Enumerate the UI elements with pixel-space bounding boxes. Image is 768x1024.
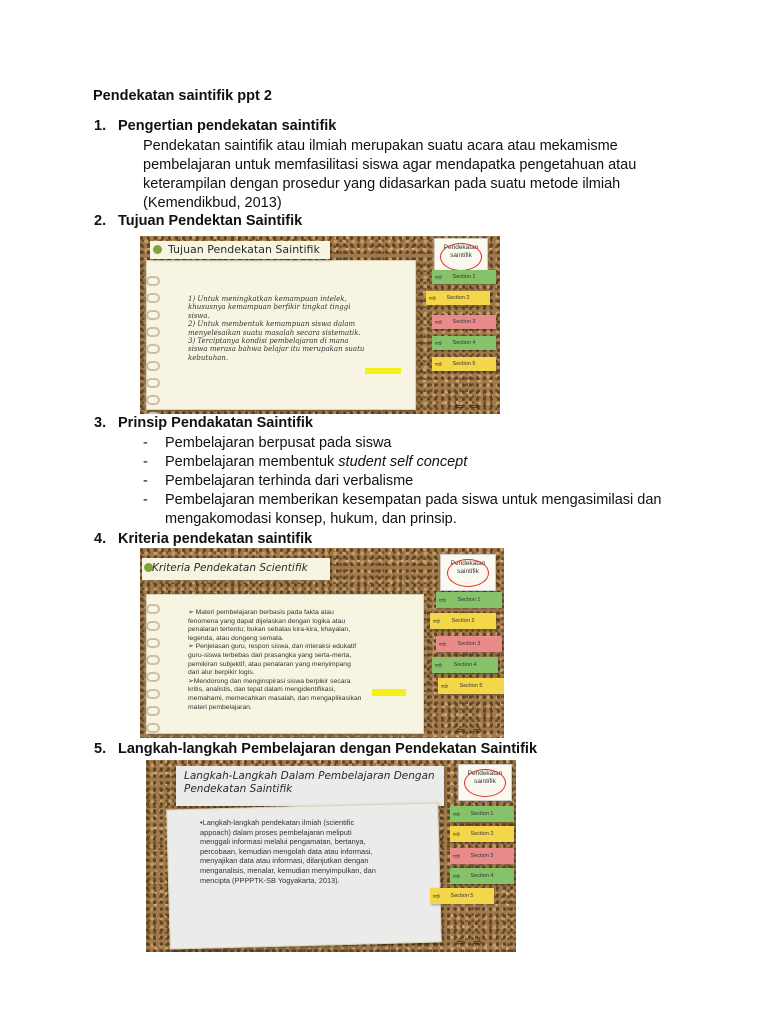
document-title: Pendekatan saintifik ppt 2 bbox=[93, 88, 272, 104]
slide-body-line: pemikiran subjektif, atau penalaran yang menyimpang bbox=[188, 660, 351, 668]
highlight-mark bbox=[372, 689, 406, 696]
section-4-tab[interactable] bbox=[432, 336, 496, 350]
paragraph-line: (Kemendikbud, 2013) bbox=[143, 195, 282, 211]
section-5-tab[interactable] bbox=[432, 357, 496, 371]
arrow-right-icon: ⇨ bbox=[439, 639, 447, 649]
slide-body-line: legenda, atau dongeng semata. bbox=[188, 634, 284, 642]
slide-body-line: dari alur berpikir logis. bbox=[188, 669, 255, 677]
topic-note bbox=[440, 554, 496, 591]
spiral-rings bbox=[146, 276, 160, 414]
section-2-heading bbox=[94, 213, 303, 229]
section-5-tab[interactable] bbox=[438, 678, 504, 694]
section-4-tab[interactable] bbox=[450, 868, 514, 884]
slide-body-line: ➢ Materi pembelajaran berbasis pada fakta atau bbox=[188, 609, 334, 616]
section-2-number: 2. bbox=[94, 213, 107, 229]
tab-label: Section 1 bbox=[452, 274, 476, 280]
slide-body-line: materi pembelajaran. bbox=[188, 703, 252, 711]
tab-label: Section 3 bbox=[452, 319, 476, 325]
tab-label: Section 4 bbox=[453, 662, 477, 668]
arrow-right-icon: ⇨ bbox=[453, 871, 461, 881]
list-item-text: Pembelajaran membentuk bbox=[165, 454, 339, 470]
slide-body-line: menganalisis, menalar, kemudian menyimpulkan, dan bbox=[200, 865, 376, 875]
tab-label: Section 2 bbox=[446, 295, 470, 301]
prev-arrow-icon[interactable]: ⇦ bbox=[456, 937, 474, 949]
slide-body-line: menyelesaikan suatu masalah secara sistematik. bbox=[188, 328, 361, 337]
list-item-italic: student self concept bbox=[338, 454, 468, 470]
arrow-right-icon: ⇨ bbox=[435, 272, 443, 282]
prev-arrow-icon[interactable]: ⇦ bbox=[454, 401, 472, 413]
slide-body-line: ➢Mendorong dan menginspirasi siswa berpikir secara bbox=[188, 677, 351, 685]
note-line: Pendekatan bbox=[467, 770, 503, 777]
list-item-text: Pembelajaran memberikan kesempatan pada siswa untuk mengasimilasi dan mengakomodasi konsep, hukum, dan prinsip. bbox=[165, 492, 662, 527]
arrow-right-icon: ⇨ bbox=[435, 338, 443, 348]
slide-body-line: penalaran tertentu; bukan sebatas kira-kira, khayalan, bbox=[188, 626, 351, 634]
slide-body-line: guru-siswa terbebas dari prasangka yang serta-merta, bbox=[188, 651, 352, 659]
section-2-title: Tujuan Pendektan Saintifik bbox=[118, 213, 303, 229]
slide-body-line: menyajikan data atau informasi, dilanjutkan dengan bbox=[200, 856, 369, 866]
slide-body-line: appoach) dalam proses pembelajaran meliputi bbox=[200, 827, 352, 837]
slide-title-line: Pendekatan Saintifik bbox=[184, 783, 293, 795]
slide-nav bbox=[456, 936, 490, 949]
slide-body-line: memahami, memecahkan masalah, dan mengaplikasikan bbox=[188, 694, 362, 702]
section-1-paragraph bbox=[143, 137, 663, 213]
section-1-tab[interactable] bbox=[432, 270, 496, 284]
slide-body-line: •Langkah-langkah pendekatan ilmiah (scientific bbox=[200, 818, 355, 827]
section-3-number: 3. bbox=[94, 415, 107, 431]
slide-body-line: menggali informasi melalui pengamatan, bertanya, bbox=[200, 837, 366, 847]
section-1-tab[interactable] bbox=[450, 806, 514, 822]
arrow-right-icon: ⇨ bbox=[433, 891, 441, 901]
spiral-rings bbox=[146, 604, 160, 738]
list-item-text: Pembelajaran terhinda dari verbalisme bbox=[165, 473, 414, 489]
slide-body-line: percobaan, kemudian mengolah data atau informasi, bbox=[200, 846, 373, 856]
section-4-number: 4. bbox=[94, 531, 107, 547]
slide-body-line: mencipta (PPPPTK-SB Yogyakarta, 2013). bbox=[200, 875, 340, 885]
arrow-right-icon: ⇨ bbox=[439, 595, 447, 605]
note-line: Pendekatan bbox=[450, 560, 486, 567]
section-1-heading bbox=[94, 118, 337, 134]
paragraph-line: Pendekatan saintifik atau ilmiah merupakan suatu acara atau mekamisme bbox=[143, 138, 618, 154]
section-1-number: 1. bbox=[94, 118, 107, 134]
tab-label: Section 5 bbox=[450, 893, 474, 899]
slide-body-line: kebutuhan. bbox=[188, 353, 229, 362]
slide-body-line: 1) Untuk meningkatkan kemampuan intelek, bbox=[188, 295, 347, 303]
paragraph-line: keterampilan dengan prosedur yang didasarkan pada suatu metode ilmiah bbox=[143, 176, 621, 192]
tab-label: Section 4 bbox=[452, 340, 476, 346]
arrow-right-icon: ⇨ bbox=[433, 616, 441, 626]
slide-langkah bbox=[146, 760, 516, 952]
tab-label: Section 3 bbox=[470, 853, 494, 859]
section-4-title: Kriteria pendekatan saintifik bbox=[118, 531, 313, 547]
slide-body-line: fenomena yang dapat dijelaskan dengan logika atau bbox=[188, 617, 346, 625]
section-1-title: Pengertian pendekatan saintifik bbox=[118, 118, 337, 134]
tab-label: Section 2 bbox=[470, 831, 494, 837]
slide-body-line: khususnya kemampuan berfikir tingkat tinggi bbox=[188, 303, 351, 312]
next-arrow-icon[interactable]: ⇨ bbox=[473, 725, 491, 737]
section-4-heading bbox=[94, 531, 313, 547]
arrow-right-icon: ⇨ bbox=[435, 359, 443, 369]
topic-note bbox=[458, 764, 512, 801]
list-item-text: Pembelajaran berpusat pada siswa bbox=[165, 435, 392, 451]
section-1-tab[interactable] bbox=[436, 592, 502, 608]
section-5-heading bbox=[94, 741, 538, 757]
slide-body-line: 2) Untuk membentuk kemampuan siswa dalam bbox=[188, 320, 356, 329]
note-line: saintifik bbox=[474, 778, 496, 785]
slide-body bbox=[188, 295, 408, 362]
slide-body-line: 3) Terciptanya kondisi pembelajaran di mana bbox=[188, 337, 349, 346]
paragraph-line: pembelajaran untuk memfasilitasi siswa agar mendapatka pengetahuan atau bbox=[143, 157, 637, 173]
arrow-right-icon: ⇨ bbox=[453, 851, 461, 861]
section-5-title: Langkah-langkah Pembelajaran dengan Pendekatan Saintifik bbox=[118, 741, 538, 757]
tab-label: Section 5 bbox=[459, 683, 483, 689]
leaf-icon bbox=[153, 245, 162, 254]
list-item bbox=[143, 491, 663, 529]
section-3-tab[interactable] bbox=[436, 636, 502, 652]
section-3-heading bbox=[94, 415, 313, 431]
note-line: saintifik bbox=[457, 568, 479, 575]
slide-body bbox=[200, 818, 430, 885]
slide-nav bbox=[456, 724, 490, 737]
slide-body-line: siswa. bbox=[188, 311, 210, 320]
slide-kriteria bbox=[140, 548, 504, 738]
slide-nav bbox=[454, 400, 488, 413]
arrow-right-icon: ⇨ bbox=[453, 829, 461, 839]
section-4-tab[interactable] bbox=[432, 657, 498, 673]
tab-label: Section 3 bbox=[457, 641, 481, 647]
slide-body bbox=[188, 609, 418, 712]
section-3-tab[interactable] bbox=[450, 848, 514, 864]
slide-title: Tujuan Pendekatan Saintifik bbox=[168, 243, 320, 256]
section-3-tab[interactable] bbox=[432, 315, 496, 329]
list-item bbox=[143, 434, 663, 453]
principles-list bbox=[143, 434, 663, 529]
slide-body-line: siswa merasa bahwa belajar itu merupakan suatu bbox=[188, 345, 365, 354]
section-2-tab[interactable] bbox=[426, 291, 490, 305]
section-3-title: Prinsip Pendakatan Saintifik bbox=[118, 415, 313, 431]
slide-title: Kriteria Pendekatan Scientifik bbox=[152, 562, 308, 574]
list-item bbox=[143, 453, 663, 472]
slide-title bbox=[184, 770, 435, 796]
slide-body-line: kritis, analistis, dan tepat dalam mengidentifikasi, bbox=[188, 686, 336, 694]
arrow-right-icon: ⇨ bbox=[435, 317, 443, 327]
arrow-right-icon: ⇨ bbox=[453, 809, 461, 819]
section-2-tab[interactable] bbox=[430, 613, 496, 629]
highlight-mark bbox=[365, 368, 401, 374]
note-line: Pendekatan bbox=[443, 244, 479, 251]
section-5-tab[interactable] bbox=[430, 888, 494, 904]
section-5-number: 5. bbox=[94, 741, 107, 757]
tab-label: Section 4 bbox=[470, 873, 494, 879]
next-arrow-icon[interactable]: ⇨ bbox=[473, 937, 491, 949]
tab-label: Section 1 bbox=[457, 597, 481, 603]
slide-title-line: Langkah-Langkah Dalam Pembelajaran Dengan bbox=[184, 770, 435, 782]
prev-arrow-icon[interactable]: ⇦ bbox=[456, 725, 474, 737]
tab-label: Section 2 bbox=[451, 618, 475, 624]
slide-body-line: ➢ Penjelasan guru, respon siswa, dan interaksi edukatif bbox=[188, 643, 357, 651]
next-arrow-icon[interactable]: ⇨ bbox=[471, 401, 489, 413]
section-2-tab[interactable] bbox=[450, 826, 514, 842]
tab-label: Section 5 bbox=[452, 361, 476, 367]
note-line: saintifik bbox=[450, 252, 472, 259]
tab-label: Section 1 bbox=[470, 811, 494, 817]
list-item bbox=[143, 472, 663, 491]
arrow-right-icon: ⇨ bbox=[441, 681, 449, 691]
arrow-right-icon: ⇨ bbox=[429, 293, 437, 303]
slide-tujuan bbox=[140, 236, 500, 414]
arrow-right-icon: ⇨ bbox=[435, 660, 443, 670]
